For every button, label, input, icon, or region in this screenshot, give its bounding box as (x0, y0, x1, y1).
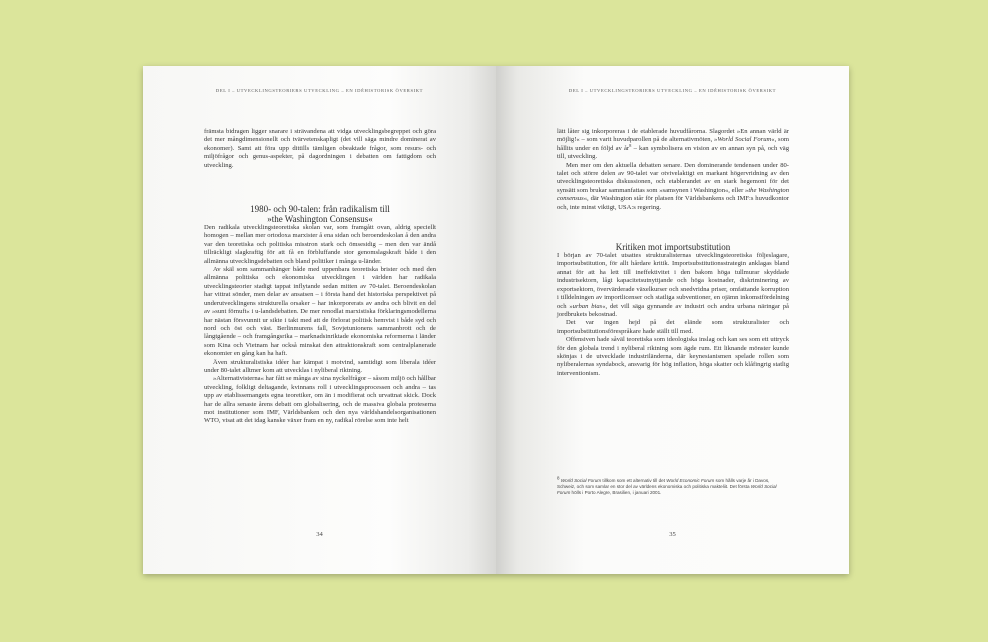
page-number-right: 35 (669, 531, 676, 538)
section-heading: Kritiken mot importsubstitution (615, 242, 731, 253)
section-heading-line1: 1980- och 90-talen: från radikalism till (250, 204, 390, 215)
footnote (557, 475, 789, 496)
running-head-left: DEL I – UTVECKLINGSTEORIERS UTVECKLING – EN IDÉHISTORISK ÖVERSIKT (215, 88, 424, 93)
right-page (496, 66, 849, 574)
continuation-paragraph (557, 128, 789, 162)
left-text-column (204, 128, 436, 426)
body-paragraph: Offensiven hade såväl teoretiska som ideologiska inslag och kan ses som ett uttryck för den globala trend i nyliberal riktning som ägde rum. Ett liknande mönster kunde skönjas i de utvecklade industriländerna, där keynesianismen spelade rollen som nyliberalernas syndabock, ansvarig för hög inflation, höga skatter och klåfingrig statlig interventionism. (557, 336, 789, 377)
emphasis: World Economic Forum (666, 478, 715, 483)
body-paragraph: »Alternativisterna« har fått se många av sina nyckelfrågor – såsom miljö och hållbar utveckling, folkligt deltagande, kvinnans roll i utvecklingsprocessen och andra – tas upp av etablissemangets egna teoretiker, om än i modifierat och urvattnat skick. Dock har de allra senaste årens debatt om globalisering, och de massiva globala proteserna mot institutioner som IMF, Världsbanken och den nya världshandelsorganisationen WTO, visat att det idag kanske växer fram en ny, radikal rörelse som inte helt (204, 375, 437, 425)
body-paragraph: Den radikala utvecklingsteoretiska skolan var, som framgått ovan, aldrig speciellt homogen – mellan mer ortodoxa marxister å ena sidan och beroendeskolan å den andra var den teoretiska och politiska misstron stark och ömsesidig – men den var ändå tillräckligt slagkraftig för att få en förbluffande stor genomslagskraft både i den allmänna utvecklingsdebatten och bland politiker i många u-länder. (204, 224, 436, 265)
text-run: I början av 70-talet utsattes strukturalisternas utvecklingsteoretiska följeslagare, importsubstitution, för allt hårdare kritik. Importsubstitutionsstrategin anklagas bland annat för att ha lett till ineffektivitet i den bakom höga tullmurar skyddade industrisektorn, lågt kapacitetsutnyttjande och höga kostnader, diskriminering av exportsektorn, övervärderade växelkurser och snedvridna priser, omfattande korruption i tilldelningen av importlicenser och statliga subventioner, en ojämn inkomstfördelning och » (557, 252, 789, 310)
emphasis: the Washington consensus (557, 186, 789, 203)
text-run: tillkom som ett alternativ till det (601, 478, 667, 483)
text-run: hölls i Porto Alegre, Brasilien, i januari 2001. (570, 490, 662, 495)
page-number-left: 34 (316, 531, 323, 538)
text-run: «, som hållits under en följd av år (557, 136, 790, 152)
text-run: «, där Washington står för platsen för Världsbankens och IMF:s huvudkontor och, inte minst viktigt, USA:s regering. (557, 195, 789, 211)
body-paragraph (557, 162, 789, 212)
continuation-paragraph: främsta bidragen ligger snarare i strävandena att vidga utvecklingsbegreppet och göra det mer mångdimensionellt och tvärvetenskapligt (det vill säga mindre dominerat av ekonomer). Samt att föra upp dittills tämligen obeaktade frågor, som resurs- och miljöfrågor och genus-aspekter, på dagordningen i debatten om fattigdom och utveckling. (204, 128, 436, 169)
text-run: lätt låter sig inkorporeras i de etablerade huvudfårorna. Slagordet »En annan värld är möjlig!« – som varit huvudparollen på de alternativmöten, » (557, 128, 789, 144)
body-paragraph: Det var ingen hejd på det elände som strukturalister och importsubstitutionsförespråkare hade ställt till med. (557, 319, 789, 335)
body-paragraph: Av skäl som sammanhänger både med uppenbara teoretiska brister och med den allmänna politiska och ekonomiska utvecklingen i världen har radikala utvecklingsteorier stadigt tappat inflytande sedan mitten av 70-talet. Beroendeskolan har vittrat sönder, men delar av ansatsen – i första hand det historiska perspektivet på underutvecklingens strukturella orsaker – har inkorporerats av andra och blivit en del av »sunt förnuft« i u-landsdebatten. De mer renodlat marxistiska förklaringsmodellerna har nästan försvunnit ur sikte i takt med att de förlorat politisk hemvist i både syd och nord och öst och väst. Berlinmurens fall, Sovjetunionens sammanbrott och de långtgående – och framgångsrika – marknadsinriktade ekonomiska reformerna i länder som Kina och Vietnam har också minskat den attraktionskraft som centralplanerade ekonomier en gång kan ha haft. (204, 266, 436, 358)
text-run: som hålls varje år i Davos, Schweiz, och som samlar en stor del av världens ekonomiska och politiska makteliit. Det första (557, 478, 770, 489)
emphasis: World Social Forum (557, 484, 777, 495)
left-page (143, 66, 496, 574)
emphasis: World Social Forum (717, 136, 772, 144)
body-paragraph: Även strukturalistiska idéer har kämpat i motvind, samtidigt som liberala idéer under 80-talet alltmer kom att utvecklas i nyliberal riktning. (204, 358, 436, 374)
text-run: Men mer om den aktuella debatten senare. Den dominerande tendensen under 80-talet och större delen av 90-talet var otvivelaktigt en markant högervridning av den utvecklingsteoretiska diskussionen, och etablerandet av en stark hegemoni för det synsätt som brukar sammanfattas som »samsynen i Washington«, eller » (557, 161, 789, 194)
running-head-right: DEL I – UTVECKLINGSTEORIERS UTVECKLING – EN IDÉHISTORISK ÖVERSIKT (568, 88, 777, 93)
right-text-column (557, 128, 789, 378)
section-heading (204, 204, 436, 224)
body-paragraph (557, 252, 789, 319)
footnote-number: 8 (557, 475, 560, 481)
emphasis: World Social Forum (560, 478, 602, 483)
text-run: – kan symbolisera en vision av en annan syn på, och väg till, utveckling. (557, 144, 789, 161)
text-run: «, det vill säga gynnande av industri och andra urbana näringar på jordbrukets bekostnad. (557, 302, 789, 318)
section-heading-line2: »the Washington Consensus« (267, 214, 373, 225)
emphasis: urban bias (572, 302, 603, 310)
book-spread (143, 66, 849, 574)
footnote-marker: 8 (629, 142, 632, 148)
